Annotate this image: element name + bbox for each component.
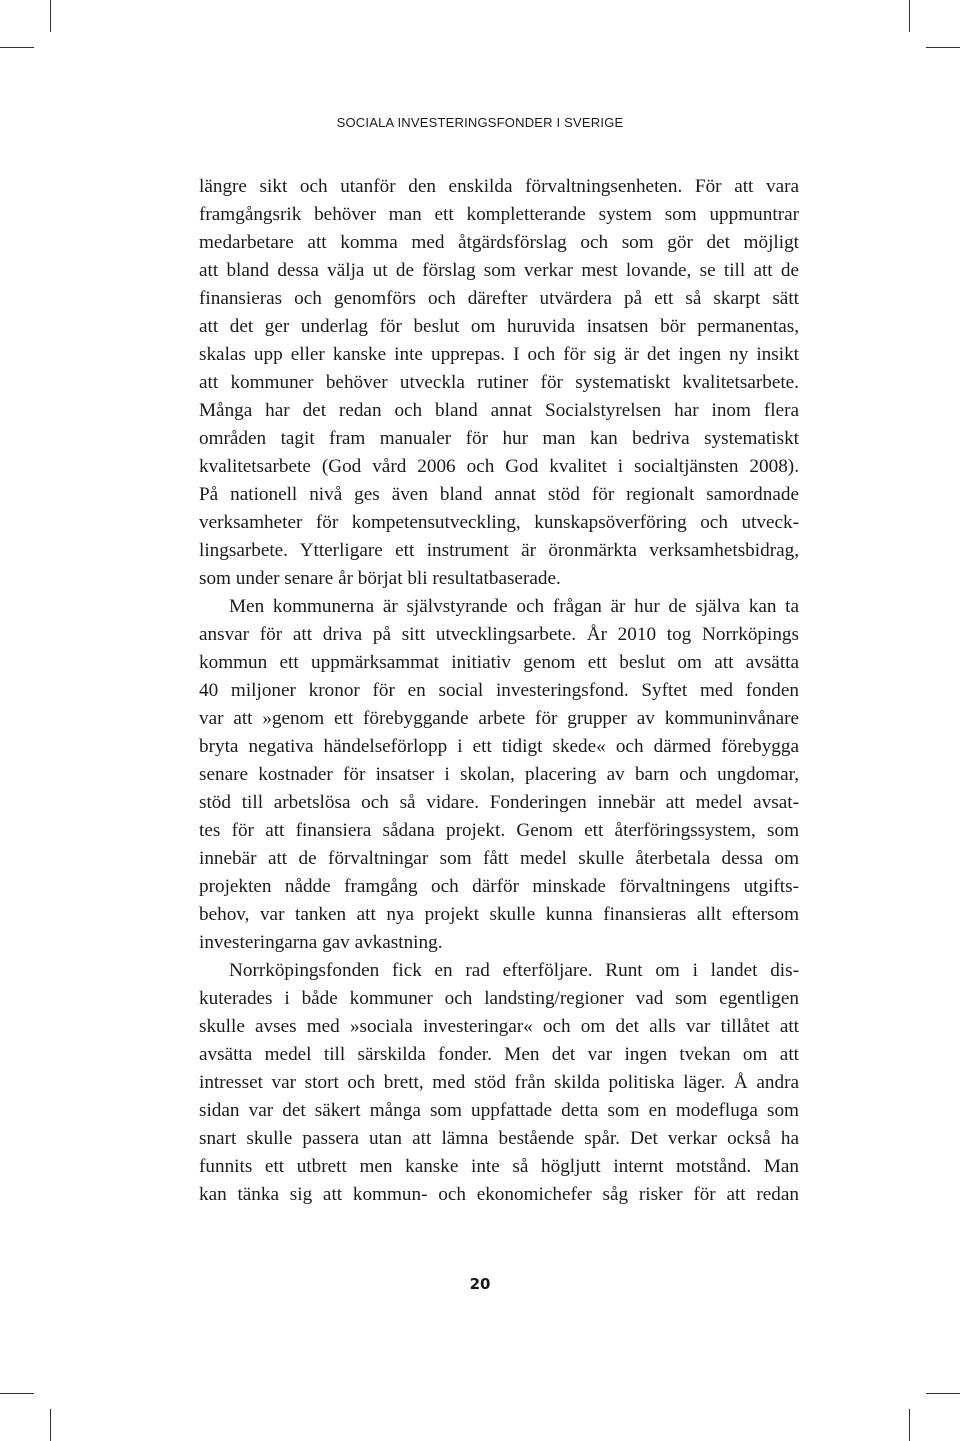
crop-mark-bottom-right-horizontal — [926, 1393, 960, 1394]
text-line: att kommuner behöver utveckla rutiner för systematiskt kvalitetsarbete. — [199, 372, 799, 393]
running-head: SOCIALA INVESTERINGSFONDER I SVERIGE — [336, 115, 624, 130]
text-line: 40 miljoner kronor för en social investeringsfond. Syftet med fonden — [199, 680, 799, 701]
text-line: skulle avses med »sociala investeringar« och om det alls var tillåtet att — [199, 1016, 799, 1037]
text-line: skalas upp eller kanske inte upprepas. I och för sig är det ingen ny insikt — [199, 344, 799, 365]
text-line: kuterades i både kommuner och landsting/regioner vad som egentligen — [199, 988, 799, 1009]
crop-mark-top-right-horizontal — [926, 47, 960, 48]
crop-mark-top-right-vertical — [909, 0, 910, 32]
text-line: intresset var stort och brett, med stöd från skilda politiska läger. Å andra — [199, 1072, 799, 1093]
text-line: investeringarna gav avkastning. — [199, 932, 443, 953]
text-line: funnits ett utbrett men kanske inte så högljutt internt motstånd. Man — [199, 1156, 799, 1177]
text-line: Norrköpingsfonden fick en rad efterföljare. Runt om i landet dis- — [229, 960, 799, 981]
text-line: kommun ett uppmärksammat initiativ genom ett beslut om att avsätta — [199, 652, 799, 673]
text-line: lingsarbete. Ytterligare ett instrument är öronmärkta verksamhetsbidrag, — [199, 540, 799, 561]
text-line: längre sikt och utanför den enskilda förvaltningsenheten. För att vara — [199, 176, 799, 197]
text-line: ansvar för att driva på sitt utvecklingsarbete. År 2010 tog Norrköpings — [199, 624, 799, 645]
text-line: stöd till arbetslösa och så vidare. Fonderingen innebär att medel avsat- — [199, 792, 799, 813]
crop-mark-top-left-vertical — [50, 0, 51, 32]
text-line: kvalitetsarbete (God vård 2006 och God kvalitet i socialtjänsten 2008). — [199, 456, 799, 477]
text-line: var att »genom ett förebyggande arbete för grupper av kommuninvånare — [199, 708, 799, 729]
text-line: projekten nådde framgång och därför minskade förvaltningens utgifts- — [199, 876, 799, 897]
text-line: medarbetare att komma med åtgärdsförslag och som gör det möjligt — [199, 232, 799, 253]
text-line: snart skulle passera utan att lämna bestående spår. Det verkar också ha — [199, 1128, 799, 1149]
text-line: områden tagit fram manualer för hur man kan bedriva systematiskt — [199, 428, 799, 449]
text-line: verksamheter för kompetensutveckling, kunskapsöverföring och utveck- — [199, 512, 799, 533]
text-line: behov, var tanken att nya projekt skulle kunna finansieras allt eftersom — [199, 904, 799, 925]
text-line: Många har det redan och bland annat Socialstyrelsen har inom flera — [199, 400, 799, 421]
text-line: finansieras och genomförs och därefter utvärdera på ett så skarpt sätt — [199, 288, 799, 309]
body-text — [199, 173, 799, 1209]
text-line: avsätta medel till särskilda fonder. Men det var ingen tvekan om att — [199, 1044, 799, 1065]
text-line: senare kostnader för insatser i skolan, placering av barn och ungdomar, — [199, 764, 799, 785]
text-line: som under senare år börjat bli resultatbaserade. — [199, 568, 561, 589]
text-line: sidan var det säkert många som uppfattade detta som en modefluga som — [199, 1100, 799, 1121]
crop-mark-bottom-right-vertical — [909, 1409, 910, 1441]
crop-mark-bottom-left-vertical — [50, 1409, 51, 1441]
text-line: På nationell nivå ges även bland annat stöd för regionalt samordnade — [199, 484, 799, 505]
text-line: Men kommunerna är självstyrande och frågan är hur de själva kan ta — [229, 596, 799, 617]
text-line: framgångsrik behöver man ett kompletterande system som uppmuntrar — [199, 204, 799, 225]
crop-mark-top-left-horizontal — [0, 47, 34, 48]
text-line: innebär att de förvaltningar som fått medel skulle återbetala dessa om — [199, 848, 799, 869]
text-line: tes för att finansiera sådana projekt. Genom ett återföringssystem, som — [199, 820, 799, 841]
crop-mark-bottom-left-horizontal — [0, 1393, 34, 1394]
text-line: bryta negativa händelseförlopp i ett tidigt skede« och därmed förebygga — [199, 736, 799, 757]
text-line: att det ger underlag för beslut om huruvida insatsen bör permanentas, — [199, 316, 799, 337]
page-number: 20 — [469, 1275, 491, 1293]
text-line: att bland dessa välja ut de förslag som verkar mest lovande, se till att de — [199, 260, 799, 281]
text-line: kan tänka sig att kommun- och ekonomichefer såg risker för att redan — [199, 1184, 799, 1205]
